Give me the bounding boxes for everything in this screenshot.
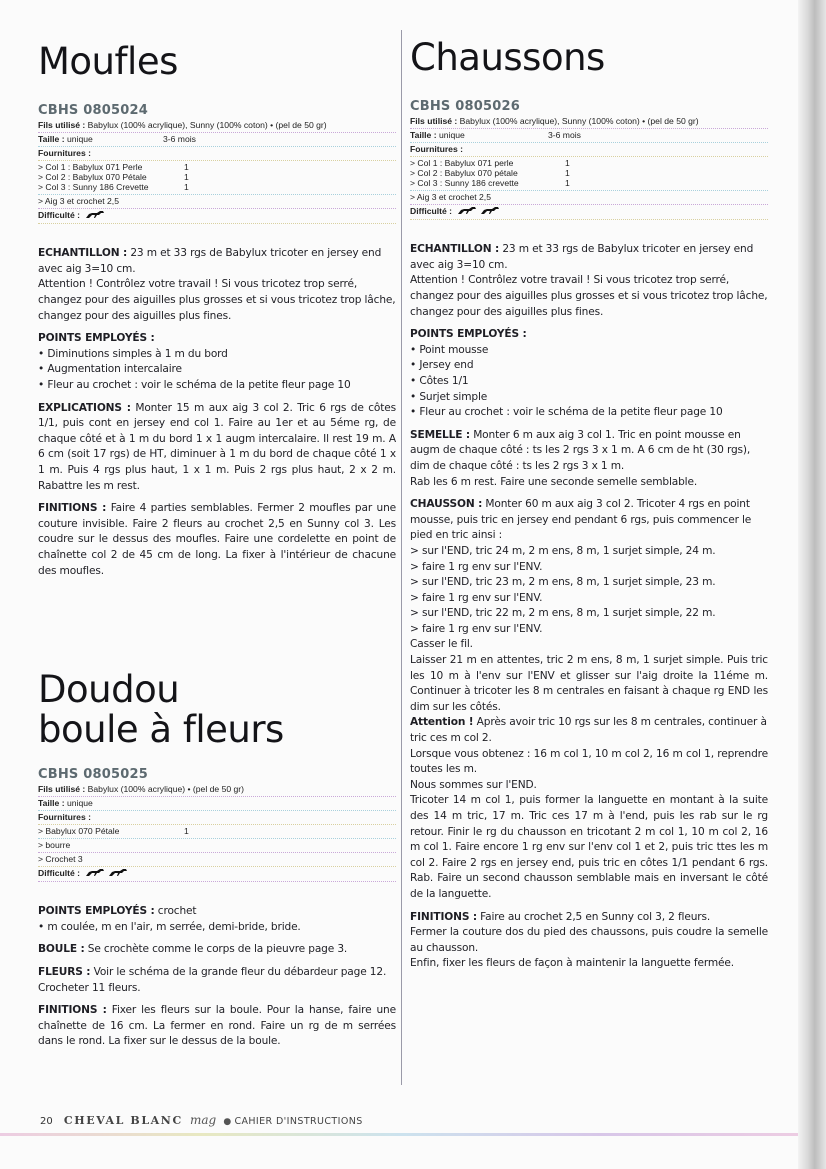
supply-item	[410, 158, 768, 168]
extra-supply-row	[38, 839, 396, 853]
echantillon-paragraph	[38, 246, 396, 277]
chausson-paragraph	[410, 497, 768, 544]
semelle-paragraph-2: Rab les 6 m rest. Faire une seconde semelle semblable.	[410, 475, 698, 488]
chausson-step: > sur l'END, tric 22 m, 2 m ens, 8 m, 1 surjet simple, 22 m.	[410, 607, 716, 620]
supply-name: > Col 1 : Babylux 071 Perle	[38, 162, 143, 172]
finitions-paragraph-3: Enfin, fixer les fleurs de façon à maintenir la languette fermée.	[410, 957, 734, 970]
horse-icon	[480, 206, 500, 217]
difficulte-row	[38, 209, 396, 224]
echantillon-label: ECHANTILLON :	[410, 243, 500, 256]
horse-icon	[108, 868, 128, 879]
horse-icon	[85, 210, 105, 221]
supply-qty: 1	[565, 158, 570, 168]
chausson-label: CHAUSSON :	[410, 498, 483, 511]
supply-name: > Col 2 : Babylux 070 Pétale	[38, 172, 147, 182]
taille-value: unique	[66, 798, 93, 808]
fils-value: Babylux (100% acrylique), Sunny (100% coton) • (pel de 50 gr)	[87, 120, 327, 130]
supply-item	[38, 826, 396, 836]
difficulte-label: Difficulté :	[410, 206, 453, 216]
difficulte-row	[410, 205, 768, 220]
attention-paragraph: Attention ! Contrôlez votre travail ! Si vous tricotez trop serré, changez pour des aiguilles plus grosses et si vous tricotez trop lâche, changez pour des aiguilles plus fines.	[38, 278, 396, 322]
difficulty-rating	[82, 868, 128, 878]
fournitures-label: Fournitures :	[410, 144, 463, 154]
chaussons-section	[410, 38, 768, 972]
horse-icon	[457, 206, 477, 217]
fournitures-row	[38, 147, 396, 161]
right-column	[410, 30, 768, 972]
supply-item	[38, 182, 396, 192]
column-divider	[401, 30, 402, 1085]
difficulte-label: Difficulté :	[38, 210, 81, 220]
supply-name: > Col 3 : Sunny 186 Crevette	[38, 182, 149, 192]
supply-name: > Col 1 : Babylux 071 perle	[410, 158, 514, 168]
difficulte-label: Difficulté :	[38, 868, 81, 878]
fleurs-text: Voir le schéma de la grande fleur du débardeur page 12. Crocheter 11 fleurs.	[38, 966, 387, 994]
nous-paragraph: Nous sommes sur l'END.	[410, 778, 537, 791]
chausson-step: > faire 1 rg env sur l'ENV.	[410, 560, 543, 573]
fils-row	[410, 115, 768, 129]
finitions-label: FINITIONS :	[410, 910, 477, 923]
attention2-paragraph	[410, 715, 768, 746]
supply-qty: 1	[184, 826, 189, 836]
supply-item	[38, 162, 396, 172]
taille-value: unique	[438, 130, 465, 140]
explications-label: EXPLICATIONS :	[38, 401, 131, 414]
tricoter-paragraph: Tricoter 14 m col 1, puis former la languette en montant à la suite des 14 m tric, 17 m. Tric ces 17 m à l'end, puis les rab sur le rg retour. Finir le rg du chausson en tricotant 2 m col 1, 10 m col 2, 16 m col 1. Faire encore 1 rg env sur l'env col 1 et 2, puis tric ttes les m col 2. Faire 2 rgs en jersey end, puis tric en côtes 1/1 pendant 6 rgs. Rab. Faire un second chausson semblable mais en inversant le côté de la languette.	[410, 794, 768, 900]
points-item: • Côtes 1/1	[410, 374, 469, 387]
tools-value: > Aig 3 et crochet 2,5	[38, 196, 119, 206]
fils-label: Fils utilisé :	[410, 116, 458, 126]
finitions-paragraph-2: Fermer la couture dos du pied des chaussons, puis coudre la semelle au chausson.	[410, 926, 768, 954]
taille-row	[38, 797, 396, 811]
points-inline: crochet	[157, 905, 197, 918]
finitions-paragraph	[38, 1003, 396, 1050]
doudou-title-line1: Doudou	[38, 668, 180, 711]
doudou-section	[38, 670, 396, 1050]
page-fold-shadow	[798, 0, 826, 1169]
tools-value: > Aig 3 et crochet 2,5	[410, 192, 491, 202]
brand-name: CHEVAL BLANC	[63, 1114, 183, 1127]
explications-paragraph	[38, 401, 396, 495]
chaussons-body	[410, 242, 768, 972]
semelle-paragraph	[410, 428, 768, 475]
difficulty-rating	[454, 206, 500, 216]
boule-paragraph	[38, 942, 396, 958]
points-label: POINTS EMPLOYÉS :	[410, 328, 527, 341]
fournitures-row	[38, 811, 396, 825]
supply-qty: 1	[565, 178, 570, 188]
finitions-label: FINITIONS :	[38, 502, 107, 515]
supply-qty: 1	[184, 172, 189, 182]
supply-name: > Col 3 : Sunny 186 crevette	[410, 178, 519, 188]
difficulty-rating	[82, 210, 105, 220]
chausson-step: > sur l'END, tric 24 m, 2 m ens, 8 m, 1 surjet simple, 24 m.	[410, 544, 716, 557]
finitions-paragraph	[38, 501, 396, 579]
moufles-ref: CBHS 0805024	[38, 103, 148, 118]
points-item: • Jersey end	[410, 359, 474, 372]
moufles-body	[38, 246, 396, 579]
points-item: • Augmentation intercalaire	[38, 363, 182, 376]
points-item: • Fleur au crochet : voir le schéma de la petite fleur page 10	[410, 406, 723, 419]
fils-row	[38, 783, 396, 797]
supply-name: > bourre	[38, 840, 71, 850]
doudou-ref: CBHS 0805025	[38, 767, 148, 782]
extra-supply-row	[38, 853, 396, 867]
moufles-info-table	[38, 119, 396, 224]
chausson-step: > faire 1 rg env sur l'ENV.	[410, 591, 543, 604]
doudou-body	[38, 904, 396, 1050]
fournitures-row	[410, 143, 768, 157]
fleurs-paragraph	[38, 965, 396, 996]
supplies-row	[38, 825, 396, 839]
taille-row	[410, 129, 768, 143]
points-item: • m coulée, m en l'air, m serrée, demi-bride, bride.	[38, 920, 301, 933]
section-name: CAHIER D'INSTRUCTIONS	[234, 1116, 363, 1127]
taille-size: 3-6 mois	[548, 130, 581, 140]
supply-item	[410, 168, 768, 178]
fournitures-label: Fournitures :	[38, 812, 91, 822]
laisser-paragraph: Laisser 21 m en attentes, tric 2 m ens, 8 m, 1 surjet simple. Puis tric les 10 m à l'env sur l'ENV et glisser sur l'aig droite la 11éme m. Continuer à tricoter les 8 m centrales en faisant à chaque rg END les dim sur les côtés.	[410, 654, 768, 713]
supply-item	[38, 172, 396, 182]
taille-size: 3-6 mois	[163, 134, 196, 144]
taille-value: unique	[66, 134, 93, 144]
points-item: • Fleur au crochet : voir le schéma de la petite fleur page 10	[38, 378, 351, 391]
moufles-section	[38, 42, 396, 579]
fournitures-label: Fournitures :	[38, 148, 91, 158]
points-paragraph	[38, 904, 396, 920]
chausson-step: > faire 1 rg env sur l'ENV.	[410, 622, 543, 635]
taille-row	[38, 133, 396, 147]
points-label: POINTS EMPLOYÉS :	[38, 905, 155, 918]
page-footer	[40, 1113, 363, 1127]
supply-qty: 1	[565, 168, 570, 178]
explications-text: Monter 15 m aux aig 3 col 2. Tric 6 rgs de côtes 1/1, puis cont en jersey end col 1. Faire au 1er et au 5éme rg, de chaque côté et à 1 m du bord 1 x 1 augm intercalaire. Il rest 19 m. A 6 cm (soit 17 rgs) de HT, diminuer à 1 m du bord de chaque côté 1 x 1 m. Puis 4 rgs plus haut, 1 x 1 m. Puis 2 rgs plus haut, 2 x 2 m. Rabattre les m rest.	[38, 401, 396, 492]
semelle-label: SEMELLE :	[410, 428, 470, 441]
chaussons-ref: CBHS 0805026	[410, 99, 520, 114]
echantillon-text: 23 m et 33 rgs de Babylux tricoter en jersey end avec aig 3=10 cm.	[38, 247, 382, 275]
moufles-title: Moufles	[38, 40, 178, 83]
chausson-step: Casser le fil.	[410, 638, 473, 651]
attention-paragraph: Attention ! Contrôlez votre travail ! Si vous tricotez trop serré, changez pour des aiguilles plus grosses et si vous tricotez trop lâche, changez pour des aiguilles plus fines.	[410, 274, 768, 318]
chaussons-info-table	[410, 115, 768, 220]
taille-label: Taille :	[410, 130, 437, 140]
echantillon-paragraph	[410, 242, 768, 273]
horse-icon	[85, 868, 105, 879]
fils-label: Fils utilisé :	[38, 784, 86, 794]
taille-label: Taille :	[38, 798, 65, 808]
brand-mag: mag	[190, 1113, 217, 1127]
chausson-step: > sur l'END, tric 23 m, 2 m ens, 8 m, 1 surjet simple, 23 m.	[410, 576, 716, 589]
fils-value: Babylux (100% acrylique), Sunny (100% coton) • (pel de 50 gr)	[459, 116, 699, 126]
points-item: • Diminutions simples à 1 m du bord	[38, 347, 228, 360]
echantillon-label: ECHANTILLON :	[38, 247, 128, 260]
fils-label: Fils utilisé :	[38, 120, 86, 130]
points-item: • Point mousse	[410, 343, 489, 356]
fleurs-label: FLEURS :	[38, 966, 91, 979]
supplies-row	[410, 157, 768, 191]
lorsque-paragraph: Lorsque vous obtenez : 16 m col 1, 10 m col 2, 16 m col 1, reprendre toutes les m.	[410, 747, 768, 776]
finitions-text: Fixer les fleurs sur la boule. Pour la hanse, faire une chaînette de 16 cm. La fermer en rond. Faire un rg de m serrées dans le rond. La fixer sur le dessus de la boule.	[38, 1004, 396, 1048]
finitions-label: FINITIONS :	[38, 1004, 107, 1017]
doudou-info-table	[38, 783, 396, 882]
finitions-text: Faire 4 parties semblables. Fermer 2 moufles par une couture invisible. Faire 2 fleurs au crochet 2,5 en Sunny col 3. Les coudre sur le dessus des moufles. Faire une cordelette en point de chaînette col 2 de 45 cm de long. La fixer à l'intérieur de chacune des moufles.	[38, 502, 397, 577]
supply-name: > Col 2 : Babylux 070 pétale	[410, 168, 518, 178]
chaussons-title: Chaussons	[410, 36, 605, 79]
supply-name: > Crochet 3	[38, 854, 83, 864]
semelle-text: Monter 6 m aux aig 3 col 1. Tric en point mousse en augm de chaque côté : ts les 2 rgs 3 x 1 m. A 6 cm de ht (30 rgs), dim de chaque côté : ts les 2 rgs 3 x 1 m.	[410, 428, 751, 472]
difficulte-row	[38, 867, 396, 882]
footer-rule	[0, 1133, 798, 1136]
chausson-text: Monter 60 m aux aig 3 col 2. Tricoter 4 rgs en point mousse, puis tric en jersey end pendant 6 rgs, puis commencer le pied en tric ainsi :	[410, 498, 752, 542]
points-item: • Surjet simple	[410, 390, 488, 403]
tools-row	[410, 191, 768, 205]
page-number: 20	[40, 1116, 53, 1127]
supplies-row	[38, 161, 396, 195]
supply-qty: 1	[184, 162, 189, 172]
boule-text: Se crochète comme le corps de la pieuvre page 3.	[87, 943, 348, 956]
footer-bullet: ●	[223, 1117, 232, 1127]
supply-qty: 1	[184, 182, 189, 192]
points-label: POINTS EMPLOYÉS :	[38, 332, 155, 345]
doudou-title	[38, 670, 396, 750]
supply-item	[410, 178, 768, 188]
fils-row	[38, 119, 396, 133]
supply-name: > Babylux 070 Pétale	[38, 826, 120, 836]
doudou-title-line2: boule à fleurs	[38, 708, 284, 751]
finitions-paragraph	[410, 910, 768, 926]
tools-row	[38, 195, 396, 209]
attention2-text: Après avoir tric 10 rgs sur les 8 m centrales, continuer à tric ces m col 2.	[410, 716, 767, 745]
left-column	[38, 30, 397, 1048]
fils-value: Babylux (100% acrylique) • (pel de 50 gr)	[87, 784, 245, 794]
finitions-text: Faire au crochet 2,5 en Sunny col 3, 2 fleurs.	[480, 910, 711, 923]
attention2-label: Attention !	[410, 716, 474, 729]
boule-label: BOULE :	[38, 943, 85, 956]
taille-label: Taille :	[38, 134, 65, 144]
echantillon-text: 23 m et 33 rgs de Babylux tricoter en jersey end avec aig 3=10 cm.	[410, 243, 754, 271]
